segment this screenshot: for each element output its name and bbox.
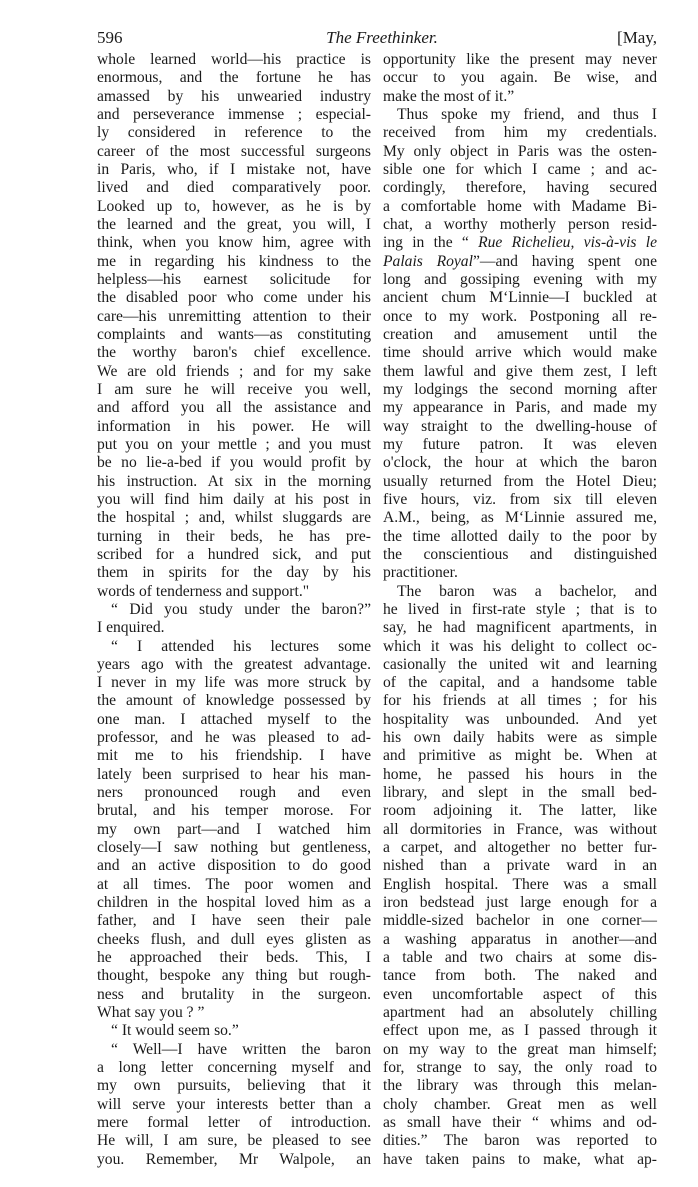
text-line: cheeks flush, and dull eyes glisten as	[97, 930, 371, 948]
text-line: casionally the united wit and learning	[383, 655, 657, 673]
text-line: time should arrive which would make	[383, 344, 657, 362]
text-line: “ Well—I have written the baron	[111, 1040, 371, 1058]
text-line: turning in their beds, he has pre-	[97, 527, 371, 545]
text-line: “ Did you study under the baron?”	[111, 600, 371, 618]
text-line: words of tenderness and support."	[97, 582, 310, 600]
text-line: dities.” The baron was reported to	[383, 1132, 657, 1150]
text-line: the conscientious and distinguished	[383, 545, 657, 563]
text-line: mit me to his friendship. I have	[97, 747, 371, 765]
text-line: my own pursuits, believing that it	[97, 1077, 371, 1095]
text-line: enormous, and the fortune he has	[97, 69, 371, 87]
text-line: choly chamber. Great men as well	[383, 1095, 657, 1113]
text-line: and perseverance immense ; especial-	[97, 105, 371, 123]
text-line: o'clock, the hour at which the baron	[383, 454, 657, 472]
text-line: middle-sized bachelor in one corner—	[383, 912, 657, 930]
text-line: he approached their beds. This, I	[97, 949, 371, 967]
text-line: as small have their “ whims and od-	[383, 1114, 657, 1132]
italic-text: Rue Richelieu, vis-à-vis le	[478, 234, 657, 252]
text-line: apartment had an absolutely chilling	[383, 1004, 657, 1022]
text-line: a table and two chairs at some dis-	[383, 949, 657, 967]
text-line: a carpet, and altogether no better fur-	[383, 839, 657, 857]
text-line: his own daily habits were as simple	[383, 729, 657, 747]
text-line: cordingly, therefore, having secured	[383, 179, 657, 197]
text-line: Thus spoke my friend, and thus I	[397, 105, 657, 123]
text-line: in Paris, who, if I mistake not, have	[97, 160, 371, 178]
text-line: father, and I have seen their pale	[97, 912, 371, 930]
text-line: and primitive as might be. When at	[383, 747, 657, 765]
text-line: care—his unremitting attention to their	[97, 307, 371, 325]
text-line: my appearance in Paris, and made my	[383, 399, 657, 417]
text-line: put you on your mettle ; and you must	[97, 435, 371, 453]
text-line: once to my work. Postponing all re-	[383, 307, 657, 325]
text-line: a comfortable home with Madame Bi-	[383, 197, 657, 215]
text-line: you will find him daily at his post in	[97, 490, 371, 508]
text-line: way straight to the dwelling-house of	[383, 417, 657, 435]
text-line: and an active disposition to do good	[97, 857, 371, 875]
text-line: me in regarding his kindness to the	[97, 252, 371, 270]
text-line: be no lie-a-bed if you would profit by	[97, 454, 371, 472]
text-line: closely—I saw nothing but gentleness,	[97, 839, 371, 857]
text-line: hospitality was unbounded. And yet	[383, 710, 657, 728]
text-line: long and gossiping evening with my	[383, 270, 657, 288]
text-line: them lawful and give them zest, I left	[383, 362, 657, 380]
text-line: nished than a private ward in an	[383, 857, 657, 875]
text-line: of the capital, and a handsome table	[383, 674, 657, 692]
text-line: will serve your interests better than a	[97, 1095, 371, 1113]
text-line: I enquired.	[97, 619, 165, 637]
text-line: iron bedstead just large enough for a	[383, 894, 657, 912]
text-line: A.M., being, as M‘Linnie assured me,	[383, 509, 657, 527]
text-line: five hours, viz. from six till eleven	[383, 490, 657, 508]
text-line: ancient chum M‘Linnie—I buckled at	[383, 289, 657, 307]
text-line: think, when you know him, agree with	[97, 234, 371, 252]
text-line: brutal, and his temper morose. For	[97, 802, 371, 820]
left-text-column	[97, 51, 371, 1169]
text-line: for, strange to say, the only road to	[383, 1059, 657, 1077]
italic-text: Palais Royal	[383, 252, 473, 270]
text-line: which it was his delight to collect oc-	[383, 637, 657, 655]
text-line: What say you ? ”	[97, 1004, 205, 1022]
text-line: for his friends at all times ; for his	[383, 692, 657, 710]
text-line: ners pronounced rough and even	[97, 784, 371, 802]
text-line: career of the most successful surgeons	[97, 142, 371, 160]
right-text-column	[383, 51, 657, 1169]
text-line: say, he had magnificent apartments, in	[383, 619, 657, 637]
text-line: whole learned world—his practice is	[97, 51, 371, 68]
text-line: home, he passed his hours in the	[383, 765, 657, 783]
text-line: you. Remember, Mr Walpole, an	[97, 1150, 371, 1168]
text-line: library, and slept in the small bed-	[383, 784, 657, 802]
text-line: I never in my life was more struck by	[97, 674, 371, 692]
text-line: amassed by his unwearied industry	[97, 87, 371, 105]
text-line: the disabled poor who come under his	[97, 289, 371, 307]
text-line: the worthy baron's chief excellence.	[97, 344, 371, 362]
issue-month: [May,	[617, 28, 657, 47]
text-line: usually returned from the Hotel Dieu;	[383, 472, 657, 490]
text-line: on my way to the great man himself;	[383, 1040, 657, 1058]
text-line: Looked up to, however, as he is by	[97, 197, 371, 215]
text-line: a washing apparatus in another—and	[383, 930, 657, 948]
text-line: children in the hospital loved him as a	[97, 894, 371, 912]
text-line: and afford you all the assistance and	[97, 399, 371, 417]
text-line: my own part—and I watched him	[97, 820, 371, 838]
text-line: “ It would seem so.”	[111, 1022, 239, 1040]
text-line: effect upon me, as I passed through it	[383, 1022, 657, 1040]
text-line: received from him my credentials.	[383, 124, 657, 142]
text-line: creation and amusement until the	[383, 325, 657, 343]
text-line: lately been surprised to hear his man-	[97, 765, 371, 783]
text-line: the library was through this melan-	[383, 1077, 657, 1095]
publication-title: The Freethinker.	[326, 28, 438, 47]
text-line: room adjoining it. The latter, like	[383, 802, 657, 820]
text-line: one man. I attached myself to the	[97, 710, 371, 728]
text-line: Palais Royal”—and having spent one	[383, 252, 657, 270]
text-line: information in his power. He will	[97, 417, 371, 435]
text-line: sible one for which I came ; and ac-	[383, 160, 657, 178]
text-line: helpless—his earnest solicitude for	[97, 270, 371, 288]
text-line: We are old friends ; and for my sake	[97, 362, 371, 380]
text-line: his instruction. At six in the morning	[97, 472, 371, 490]
text-line: English hospital. There was a small	[383, 875, 657, 893]
text-line: I am sure he will receive you well,	[97, 380, 371, 398]
text-line: mere formal letter of introduction.	[97, 1114, 371, 1132]
text-line: tance from both. The naked and	[383, 967, 657, 985]
text-line: even uncomfortable aspect of this	[383, 985, 657, 1003]
text-line: them in spirits for the day by his	[97, 564, 371, 582]
text-line: complaints and wants—as constituting	[97, 325, 371, 343]
text-line: opportunity like the present may never	[383, 51, 657, 68]
text-line: years ago with the greatest advantage.	[97, 655, 371, 673]
text-line: practitioner.	[383, 564, 458, 582]
text-line: he lived in first-rate style ; that is to	[383, 600, 657, 618]
text-line: occur to you again. Be wise, and	[383, 69, 657, 87]
text-line: the hospital ; and, whilst sluggards are	[97, 509, 371, 527]
text-line: ly considered in reference to the	[97, 124, 371, 142]
text-line: have taken pains to make, what ap-	[383, 1150, 657, 1168]
text-line: make the most of it.”	[383, 87, 515, 105]
text-line: all dormitories in France, was without	[383, 820, 657, 838]
text-line: lived and died comparatively poor.	[97, 179, 371, 197]
text-line: the learned and the great, you will, I	[97, 215, 371, 233]
text-line: my lodgings the second morning after	[383, 380, 657, 398]
text-line: the amount of knowledge possessed by	[97, 692, 371, 710]
text-line: a long letter concerning myself and	[97, 1059, 371, 1077]
text-line: ness and brutality in the surgeon.	[97, 985, 371, 1003]
text-line: at all times. The poor women and	[97, 875, 371, 893]
text-line: thought, bespoke any thing but rough-	[97, 967, 371, 985]
text-line: “ I attended his lectures some	[111, 637, 371, 655]
text-line: scribed for a hundred sick, and put	[97, 545, 371, 563]
text-line: the time allotted daily to the poor by	[383, 527, 657, 545]
text-line: professor, and he was pleased to ad-	[97, 729, 371, 747]
text-line: chat, a worthy motherly person resid-	[383, 215, 657, 233]
text-line: He will, I am sure, be pleased to see	[97, 1132, 371, 1150]
page-number: 596	[97, 28, 123, 47]
text-line: ing in the “ Rue Richelieu, vis-à-vis le	[383, 234, 657, 252]
text-line: My only object in Paris was the osten-	[383, 142, 657, 160]
running-header	[97, 28, 657, 50]
text-line: my future patron. It was eleven	[383, 435, 657, 453]
text-line: The baron was a bachelor, and	[397, 582, 657, 600]
